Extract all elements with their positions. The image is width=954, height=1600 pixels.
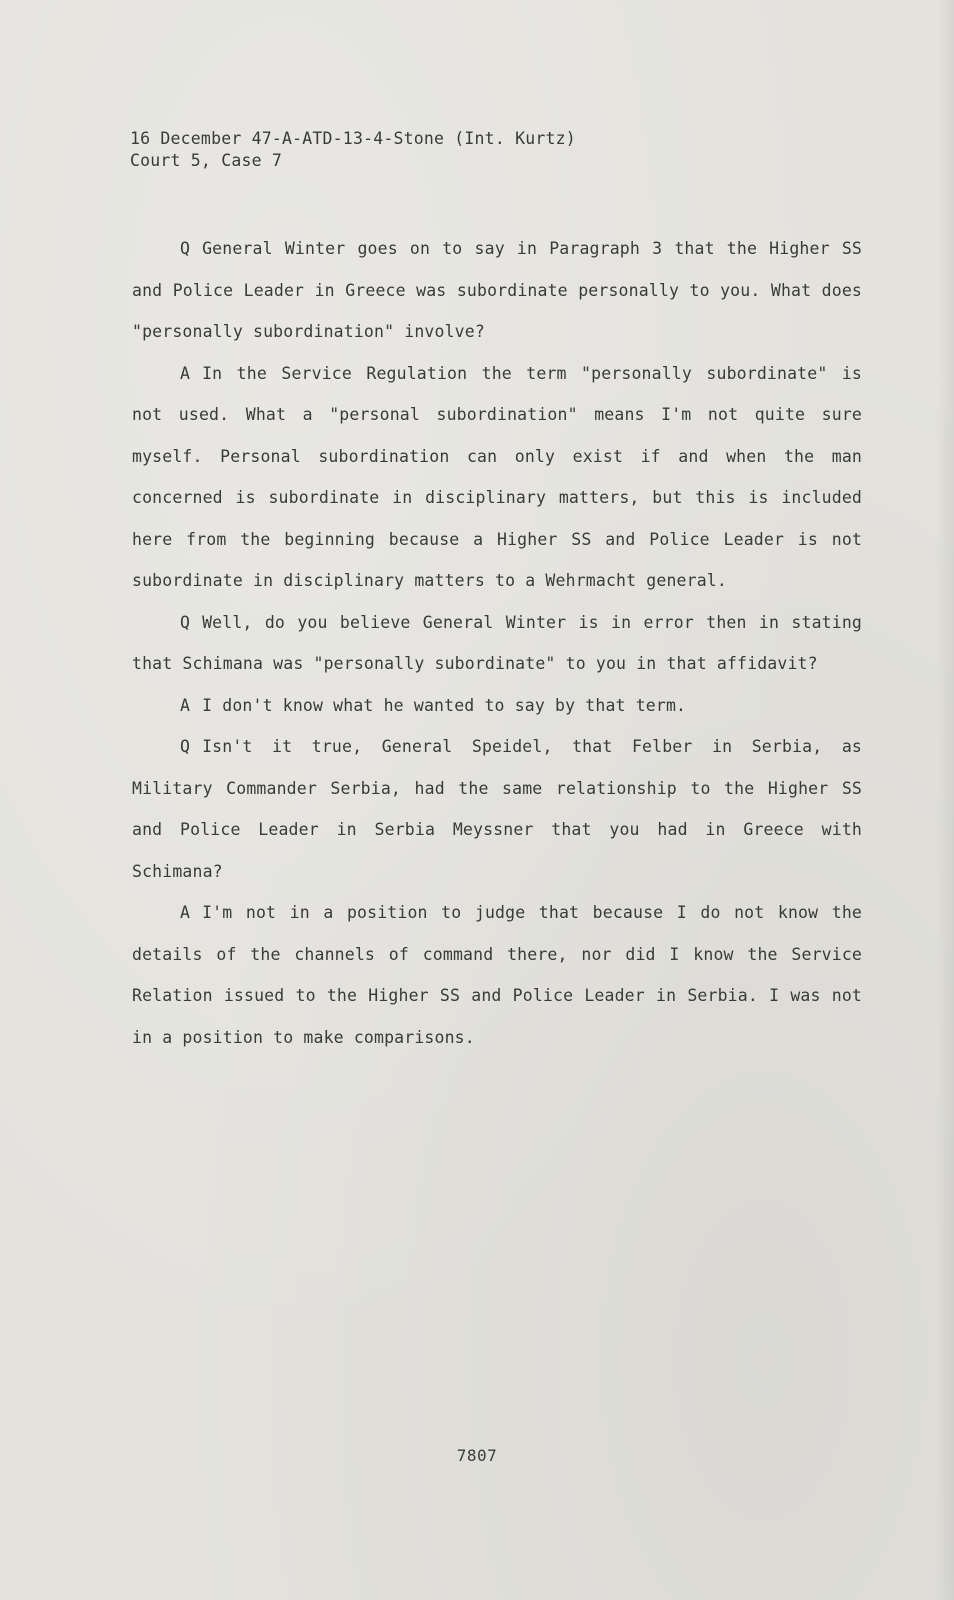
paragraph-text: I'm not in a position to judge that because I do not know the details of the channels of command there, nor did I know the Service Relation issued to the Higher SS and Police Leader in Serbia. I was not in a position to make comparisons. [132,903,862,1047]
transcript-paragraph [132,892,862,1058]
transcript-paragraph [132,353,862,602]
header-line-date-reference: 16 December 47-A-ATD-13-4-Stone (Int. Kurtz) [130,129,576,148]
transcript-paragraph [132,228,862,353]
speaker-label: Q [180,239,191,258]
speaker-label: Q [180,737,191,756]
transcript-paragraph [132,602,862,685]
paragraph-text: Isn't it true, General Speidel, that Felber in Serbia, as Military Commander Serbia, had the same relationship to the Higher SS and Police Leader in Serbia Meyssner that you had in Greece with Schimana? [132,737,862,881]
transcript-paragraph [132,726,862,892]
paragraph-text: I don't know what he wanted to say by that term. [202,695,687,715]
speaker-label: A [180,695,191,715]
document-header [130,128,850,172]
transcript-body [132,228,862,1058]
transcript-paragraph [132,685,862,727]
paragraph-text: Well, do you believe General Winter is in error then in stating that Schimana was "personally subordinate" to you in that affidavit? [132,612,862,673]
speaker-label: A [180,363,191,383]
page-number: 7807 [456,1446,498,1465]
paragraph-text: General Winter goes on to say in Paragraph 3 that the Higher SS and Police Leader in Greece was subordinate personally to you. What does "personally subordination" involve? [132,239,862,341]
paragraph-text: In the Service Regulation the term "personally subordinate" is not used. What a "personal subordination" means I'm not quite sure myself. Personal subordination can only exist if and when the man concerned is subordinate in disciplinary matters, but this is included here from the beginning because a Higher SS and Police Leader is not subordinate in disciplinary matters to a Wehrmacht general. [132,363,862,590]
header-line-court-case: Court 5, Case 7 [130,151,283,170]
speaker-label: A [180,903,191,922]
page-edge-shadow [936,0,954,1600]
speaker-label: Q [180,612,191,632]
